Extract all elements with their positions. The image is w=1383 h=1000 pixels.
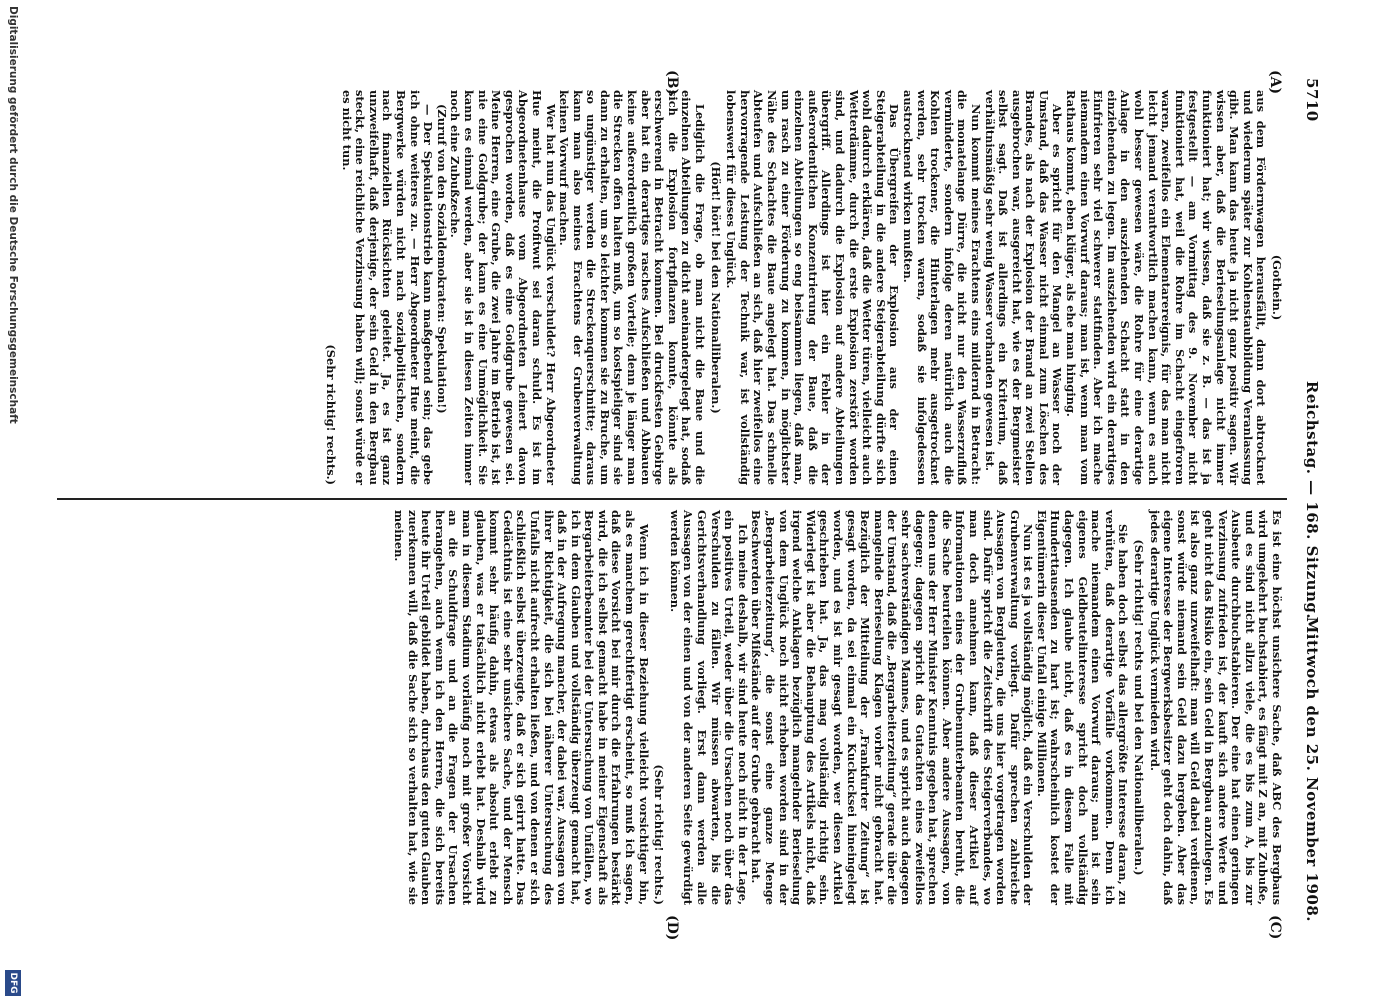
paragraph: Nun kommt meines Erachtens eins mildernd in Betracht: die monatelange Dürre, die nicht nur den Wasserzufluß verminderte, sondern infolge deren natürlich auch die Kohlen trockener, die Hinterlagen mehr ausgetrocknet werden, sehr trocken waren, sodaß sie infolgedessen austrocknend wirken mußten. (900, 90, 983, 485)
paragraph: — Der Spekulationstrieb kann maßgebend sein; das gebe ich ohne weiteres zu. — Herr Abgeordneter Hue meint, die Bergwerke würden nicht nach sozialpolitischen, sondern nach finanziellen Rücksichten geleitet. Ja, es ist ganz unzweifelhaft, daß derjenige, der sein Geld in den Bergbau steckt, eine reichliche Verzinsung haben will; sonst würde er es nicht tun. (339, 90, 436, 485)
funding-notice: Digitalisierung gefördert durch die Deutsche Forschungsgemeinschaft (7, 6, 19, 424)
paragraph: Ich meine deshalb, wir sind heute noch nicht in der Lage, ein positives Urteil, weder über die Ursachen noch über das Verschulden zu fällen. Wir müssen abwarten, bis die Gerichtsverhandlung vorliegt. Erst dann werden alle Aussagen von der einen und von der anderen Seite gewürdigt werden können. (667, 510, 750, 905)
interjection: (Zuruf von den Sozialdemokraten: Spekulation!) (434, 104, 449, 414)
margin-mark-b: (B) (664, 70, 680, 96)
interjection: (Hört! hört! bei den Nationalliberalen.) (708, 161, 723, 414)
closing-interjection: (Sehr richtig! rechts.) (324, 344, 339, 485)
column-divider (57, 498, 1287, 500)
margin-mark-d: (D) (664, 915, 680, 941)
paragraph: Wenn ich in dieser Beziehung vielleicht vorsichtiger bin, als es manchem gerechtfertigt erscheint, so muß ich sagen, daß diese Vorsicht bei mir durch die Erfahrungen bestärkt wird, die ich selbst gemacht habe in meiner Eigenschaft als Bergarbeiterbeamter bei der Untersuchung von Unfällen, wo ich in dem Glauben und vollständig überzeugt gemacht hat, daß in der Aufregung mancher, der dabei war, Aussagen von ihrer Richtigkeit, die sich bei näherer Untersuchung des Unfalls nicht aufrecht erhalten ließen, und von denen er sich schließlich selbst überzeugte, daß er sich geirrt hatte. Das Gedächtnis ist eine sehr unsichere Sache, und der Mensch kommt sehr häufig dahin, etwas als absolut erlebt zu glauben, was er tatsächlich nicht erlebt hat. Deshalb wird man in diesem Stadium vorläufig noch mit großer Vorsicht an die Schuldfrage und an die Fragen der Ursachen herangehen, auch wenn ich den Herren, die sich bereits heute ihr Urteil gebildet haben, durchaus den guten Glauben zuerkennen will, daß die Sache sich so verhalten hat, wie sie meinen. (392, 510, 651, 905)
margin-mark-a: (A) (1267, 70, 1283, 95)
right-column (391, 510, 1283, 905)
paragraph: Sie haben doch selbst das allergrößte Interesse daran, zu verhüten, daß derartige Vorfälle vorkommen. Denn ich mache niemandem einen Vorwurf daraus; man ist sein eigenes Geldbeutelinteresse spricht doch vollständig dagegen. Ich glaube nicht, daß es in diesem Falle mit Hunderttausenden zu hart ist; wahrscheinlich kostet der Eigentümerin dieser Unfall einige Millionen. (1034, 510, 1131, 905)
speaker-label: (Gothein.) (1270, 254, 1284, 321)
interjection: (Sehr richtig! rechts.) (652, 764, 667, 905)
session-title: Reichstag. — 168. Sitzung. (1303, 380, 1321, 620)
digitization-footer (3, 0, 21, 1000)
paragraph: Lediglich die Frage, ob man nicht die Baue und die einzelnen Abteilungen zu dicht aneinandergelegt hat, sodaß sich die Explosion fortpflanzen konnte, könnte als erschwerend in Betracht kommen. Bei druckfesten Gebirge aber hat ein derartiges rasches Aufschließen und Abbauen keine außerordentlich großen Vorteile; denn je länger man die Strecken offen halten muß, um so kostspieliger sind sie dann zu erhalten, um so leichter kommen sie zu Bruche, um so ungünstiger werden die Streckenquerschnitte; daraus kann man also meines Erachtens der Grubenverwaltung keinen Vorwurf machen. (557, 90, 708, 485)
paragraph: Das Übergreifen der Explosion aus der einen Steigerabteilung in die andere Steigerabteilung dürfte sich wohl dadurch erklären, daß die Wetter türen, vielleicht auch Wetterdämme, durch die erste Explosion zerstört worden sind, und dadurch die Explosion auf andere Abteilungen übergriff. Allerdings ist hier ein Fehler in der außerordentlichen Konzentrierung der Baue, daß die einzelnen Abteilungen so eng beisammen liegen, daß man, um rasch zu einer Förderung zu kommen, in möglichster Nähe des Schachtes die Baue angelegt hat. Das schnelle Abteufen und Aufschließen an sich, daß hier zweifellos eine hervorragende Leistung der Technik war, ist vollständig lobenswert für dieses Unglück. (724, 90, 902, 485)
paragraph: aus dem Fördernwagen herausfällt, dann dort abtrocknet und wiederum später zur Kohlenstaubbildung Veranlassung gibt. Man kann das heute ja nicht ganz positiv sagen. Wir wissen aber, daß die Berieselungsanlage nicht immer funktioniert hat; wir wissen, daß sie z. B. — das ist ja festgestellt — am Vormittag des 9. November nicht funktioniert hat, weil die Rohre im Schacht eingefroren waren, zweifellos ein Elementarereignis, für das man nicht leicht jemand verantwortlich machen kann, wenn es auch wohl besser gewesen wäre, die Rohre für eine derartige Anlage in den ausziehenden Schacht statt in den einziehenden zu legen. Im ausziehenden wird ein derartiges Einfrieren sehr viel schwerer stattfinden. Aber ich mache niemandem einen Vorwurf daraus; man ist, wenn man vom Rathaus kommt, eben klüger, als ehe man hinging. (1064, 90, 1269, 485)
interjection: (Sehr richtig! rechts und bei den Nationalliberalen.) (1132, 539, 1147, 876)
margin-mark-c: (C) (1267, 915, 1283, 940)
paragraph: Es ist eine höchst unsichere Sache, daß ABC des Bergbaus wird umgekehrt buchstabiert, es fängt mit Z an, mit Zubuße, und es sind nicht allzu viele, die es bis zum A, bis zur Ausbeute durchbuchstabieren. Der eine hat einen geringen Verzinsung zufrieden ist, der kauft sich andere Werte und geht nicht das Risiko ein, sein Geld in Bergbau anzulegen. Es ist also ganz unzweifelhaft: man will Geld dabei verdienen, sonst würde niemand sein Geld dazu hergeben. Aber das eigene Interesse der Bergwerksbesitzer geht doch dahin, daß jedes derartige Unglück vermieden wird. (1147, 510, 1284, 905)
left-column (321, 90, 1283, 485)
paragraph: Wer hat nun das Unglück verschuldet? Herr Abgeordneter Hue meint, die Profitwut sei daran schuld. Es ist im Abgeordnetenhause vom Abgeordneten Leinert davon gesprochen worden, daß es eine Goldgrube gewesen sei. Meine Herren, eine Grube, die zwei Jahre im Betrieb ist, ist nie eine Goldgrube; der kann es eine Unmöglichkeit. Sie kann es einmal werden, aber sie ist in diesen Zeiten immer noch eine Zubußzeche. (448, 90, 558, 485)
running-head (1293, 78, 1321, 922)
dfg-logo: DFG (5, 970, 21, 996)
paragraph: Nun ist es ja vollständig möglich, daß ein Verschulden der Grubenverwaltung vorliegt. Dafür sprechen zahlreiche Aussagen von Bergleuten, die uns hier vorgetragen worden sind. Dafür spricht die Zeitschrift des Steigerverbandes, wo man doch annehmen kann, daß dieser Artikel auf Informationen eines der Grubenunterbeamten beruht, die die Sache beurteilen können. Aber andere Aussagen, von denen uns der Herr Minister Kenntnis gegeben hat, sprechen dagegen; dagegen spricht das Gutachten eines zweifellos sehr sachverständigen Mannes, und es spricht auch dagegen der Umstand, daß die „Bergarbeiterzeitung“ gerade über die mangelnde Berieselung Klagen vorher nicht gebracht hat. Bezüglich der Mitteilung der „Frankfurter Zeitung“ ist gesagt worden, da sei einmal ein Kuckucksei hineingelegt worden, und es ist mir gesagt worden, wer diesen Artikel geschrieben hat. Ja, das mag vollständig richtig sein. Widerlegt ist aber die Behauptung des Artikels nicht, daß irgend welche Anklagen bezüglich mangelnder Berieselung von dem Unglück noch nicht erhoben worden sind in der „Bergarbeiterzeitung“, die sonst eine ganze Menge Beschwerden über Mißstände auf der Grube gebracht hat. (749, 510, 1036, 905)
page-number: 5710 (1303, 78, 1321, 122)
paragraph: Aber es spricht für den Mangel an Wasser noch der Umstand, daß das Wasser nicht einmal zum Löschen des Brandes, als nach der Explosion der Brand an zwei Stellen ausgebrochen war, ausgereicht hat, wie es der Bergmeister selbst sagt. Daß ist allerdings ein Kriterium, daß verhältnismäßig sehr wenig Wasser vorhanden gewesen ist. (982, 90, 1065, 485)
session-date: Mittwoch den 25. November 1908. (1303, 616, 1321, 922)
